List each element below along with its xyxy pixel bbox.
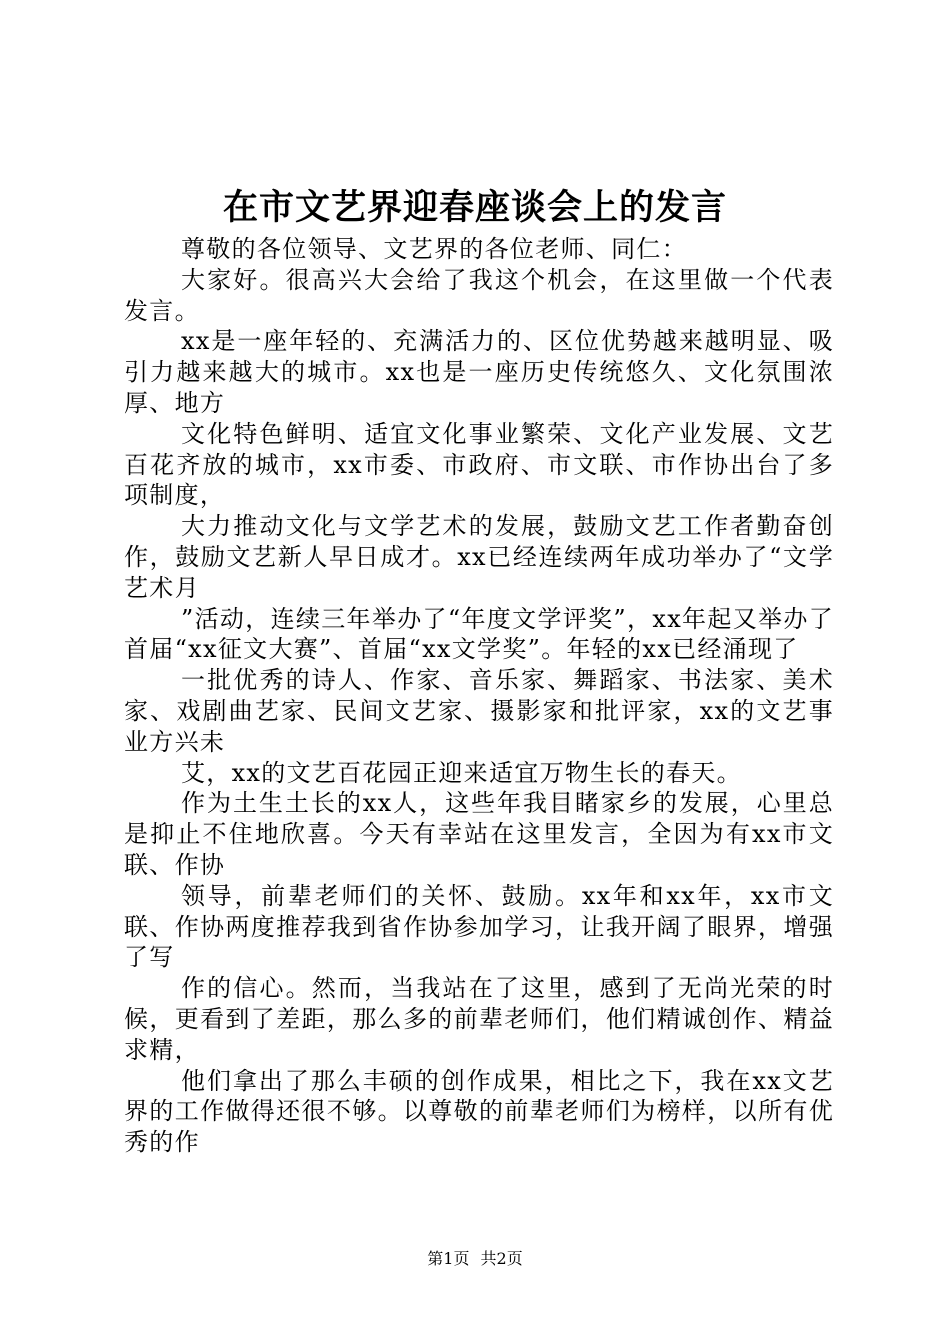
paragraph: 大家好。很高兴大会给了我这个机会，在这里做一个代表发言。 xyxy=(124,265,834,325)
paragraph: 一批优秀的诗人、作家、音乐家、舞蹈家、书法家、美术家、戏剧曲艺家、民间文艺家、摄影家和批评家，xx的文艺事业方兴未 xyxy=(124,666,834,756)
paragraph: ”活动，连续三年举办了“年度文学评奖”，xx年起又举办了首届“xx征文大赛”、首届“xx文学奖”。年轻的xx已经涌现了 xyxy=(124,604,834,664)
paragraph: 文化特色鲜明、适宜文化事业繁荣、文化产业发展、文艺百花齐放的城市，xx市委、市政府、市文联、市作协出台了多项制度， xyxy=(124,419,834,510)
page-total: 共2页 xyxy=(480,1249,523,1268)
page-footer xyxy=(0,1248,950,1270)
paragraph: 艾，xx的文艺百花园正迎来适宜万物生长的春天。 xyxy=(181,758,742,787)
paragraph: 他们拿出了那么丰硕的创作成果，相比之下，我在xx文艺界的工作做得还很不够。以尊敬的前辈老师们为榜样，以所有优秀的作 xyxy=(124,1066,834,1157)
paragraph: 作为土生土长的xx人，这些年我目睹家乡的发展，心里总是抑止不住地欣喜。今天有幸站在这里发言，全因为有xx市文联、作协 xyxy=(124,789,834,879)
paragraph: 作的信心。然而，当我站在了这里，感到了无尚光荣的时候，更看到了差距，那么多的前辈老师们，他们精诚创作、精益求精， xyxy=(124,974,834,1064)
paragraph: xx是一座年轻的、充满活力的、区位优势越来越明显、吸引力越来越大的城市。xx也是一座历史传统悠久、文化氛围浓厚、地方 xyxy=(124,327,834,417)
paragraph: 领导，前辈老师们的关怀、鼓励。xx年和xx年，xx市文联、作协两度推荐我到省作协参加学习，让我开阔了眼界，增强了写 xyxy=(124,881,834,972)
paragraph: 尊敬的各位领导、文艺界的各位老师、同仁： xyxy=(181,235,687,263)
page-number: 第1页 xyxy=(427,1249,470,1268)
document-body xyxy=(124,234,834,1158)
paragraph: 大力推动文化与文学艺术的发展，鼓励文艺工作者勤奋创作，鼓励文艺新人早日成才。xx已经连续两年成功举办了“文学艺术月 xyxy=(124,512,834,602)
document-title: 在市文艺界迎春座谈会上的发言 xyxy=(222,187,727,228)
